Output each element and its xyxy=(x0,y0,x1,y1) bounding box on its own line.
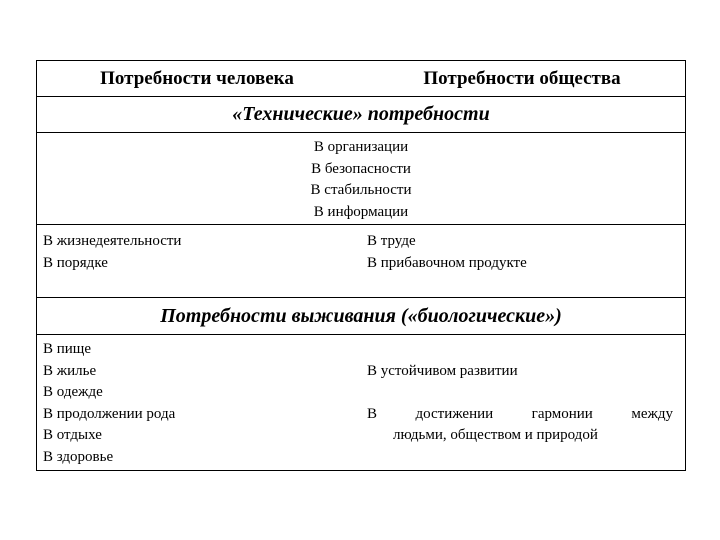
list-item: В стабильности xyxy=(310,182,412,198)
list-item: В организации xyxy=(313,139,409,155)
survival-human-list xyxy=(43,335,353,470)
list-item: В безопасности xyxy=(311,160,411,177)
list-item: В порядке xyxy=(43,254,108,271)
list-item: В информации xyxy=(313,203,409,220)
needs-table xyxy=(36,60,686,471)
list-item: В продолжении рода xyxy=(43,405,176,422)
list-item-line: В достижении гармонии между xyxy=(367,405,673,422)
header-society-needs: Потребности общества xyxy=(423,67,621,89)
list-item: В отдыхе xyxy=(43,427,102,443)
list-item-line: людьми, обществом и природой xyxy=(393,427,598,443)
technical-needs-title: «Технические» потребности xyxy=(37,97,685,133)
list-item: В прибавочном продукте xyxy=(367,254,527,271)
list-item: В одежде xyxy=(43,384,103,400)
list-item: В жилье xyxy=(43,362,97,379)
survival-needs-title: Потребности выживания («биологические») xyxy=(37,298,685,335)
survival-split-row xyxy=(37,335,685,470)
list-item: В труде xyxy=(367,233,416,249)
technical-split-row xyxy=(37,225,685,298)
list-item: В устойчивом развитии xyxy=(367,363,518,379)
header-human-needs: Потребности человека xyxy=(100,67,294,89)
survival-society-list xyxy=(367,335,673,470)
list-item: В жизнедеятельности xyxy=(43,233,182,249)
technical-shared-list xyxy=(37,133,685,225)
header-row xyxy=(37,61,685,97)
list-item: В пище xyxy=(43,341,92,357)
list-item: В здоровье xyxy=(43,448,114,465)
technical-human-list xyxy=(43,225,353,297)
technical-society-list xyxy=(367,225,677,297)
